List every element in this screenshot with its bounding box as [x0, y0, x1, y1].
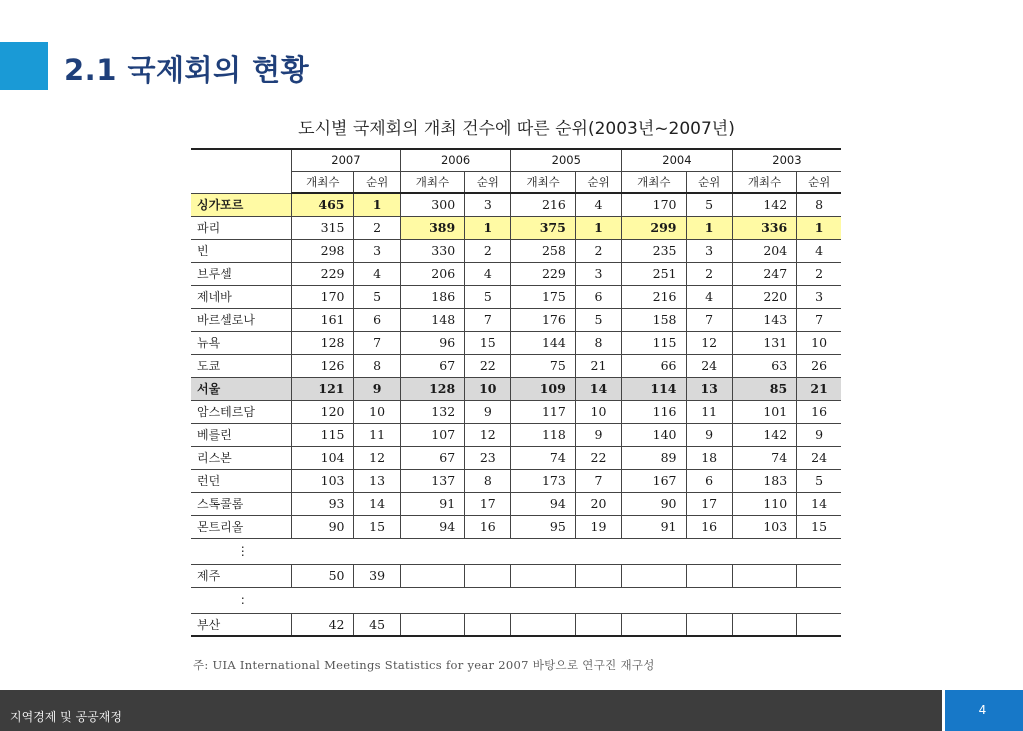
count-cell: 67: [400, 354, 464, 377]
count-cell: 315: [292, 216, 354, 239]
empty-cell: [622, 587, 686, 613]
table-row: [191, 515, 841, 538]
city-name: 스톡콜롬: [191, 492, 292, 515]
empty-cell: [511, 564, 575, 587]
rank-cell: 5: [575, 308, 621, 331]
count-cell: 299: [622, 216, 686, 239]
rank-cell: 17: [686, 492, 732, 515]
table-row: [191, 262, 841, 285]
rank-cell: 16: [686, 515, 732, 538]
source-note: 주: UIA International Meetings Statistics for year 2007 바탕으로 연구진 재구성: [193, 658, 655, 672]
rank-header: 순위: [465, 171, 511, 193]
rank-cell: 24: [686, 354, 732, 377]
count-cell: 93: [292, 492, 354, 515]
rank-cell: 1: [465, 216, 511, 239]
rank-cell: 10: [575, 400, 621, 423]
count-cell: 110: [732, 492, 796, 515]
count-cell: 170: [292, 285, 354, 308]
city-name: 싱가포르: [191, 193, 292, 216]
rank-cell: 21: [797, 377, 841, 400]
count-cell: 175: [511, 285, 575, 308]
count-cell: 67: [400, 446, 464, 469]
count-cell: 91: [400, 492, 464, 515]
empty-cell: [686, 587, 732, 613]
count-cell: 118: [511, 423, 575, 446]
empty-cell: [686, 564, 732, 587]
count-cell: 42: [292, 613, 354, 636]
rank-cell: 14: [797, 492, 841, 515]
count-cell: 465: [292, 193, 354, 216]
table-row: [191, 285, 841, 308]
rank-cell: 26: [797, 354, 841, 377]
footer-text: 지역경제 및 공공재정: [10, 710, 122, 724]
count-cell: 216: [622, 285, 686, 308]
count-cell: 132: [400, 400, 464, 423]
page-number: 4: [978, 703, 987, 717]
slide-title: 2.1 국제회의 현황: [64, 53, 310, 87]
rank-cell: 13: [354, 469, 400, 492]
count-cell: 50: [292, 564, 354, 587]
rank-cell: 6: [354, 308, 400, 331]
rank-header: 순위: [354, 171, 400, 193]
rank-cell: 12: [354, 446, 400, 469]
count-cell: 186: [400, 285, 464, 308]
empty-cell: [622, 538, 686, 564]
rank-cell: 22: [575, 446, 621, 469]
table-row: [191, 193, 841, 216]
empty-cell: [575, 564, 621, 587]
count-cell: 330: [400, 239, 464, 262]
count-header: 개최수: [732, 171, 796, 193]
count-cell: 375: [511, 216, 575, 239]
count-cell: 116: [622, 400, 686, 423]
empty-cell: [400, 587, 464, 613]
table-row: [191, 377, 841, 400]
rank-cell: 8: [354, 354, 400, 377]
table-row-busan: [191, 613, 841, 636]
count-cell: 300: [400, 193, 464, 216]
count-header: 개최수: [292, 171, 354, 193]
empty-cell: [686, 613, 732, 636]
table-row: [191, 331, 841, 354]
empty-cell: [400, 564, 464, 587]
empty-cell: [732, 564, 796, 587]
count-cell: 101: [732, 400, 796, 423]
table-row: [191, 354, 841, 377]
rank-cell: 15: [354, 515, 400, 538]
title-accent-bar: [0, 42, 48, 90]
rank-cell: 2: [797, 262, 841, 285]
city-name: 바르셀로나: [191, 308, 292, 331]
rank-cell: 4: [797, 239, 841, 262]
rank-cell: 7: [465, 308, 511, 331]
table-row: [191, 492, 841, 515]
city-name: 빈: [191, 239, 292, 262]
count-cell: 143: [732, 308, 796, 331]
count-cell: 247: [732, 262, 796, 285]
year-header-row: [191, 149, 841, 171]
count-cell: 120: [292, 400, 354, 423]
count-cell: 229: [292, 262, 354, 285]
empty-cell: [797, 538, 841, 564]
rank-cell: 8: [575, 331, 621, 354]
rank-header: 순위: [575, 171, 621, 193]
rank-cell: 22: [465, 354, 511, 377]
footer-bar: [0, 690, 1023, 731]
rank-cell: 5: [797, 469, 841, 492]
rank-cell: 3: [465, 193, 511, 216]
rank-cell: 18: [686, 446, 732, 469]
rank-cell: 14: [354, 492, 400, 515]
empty-cell: [797, 564, 841, 587]
count-cell: 74: [511, 446, 575, 469]
city-name: 서울: [191, 377, 292, 400]
empty-cell: [622, 613, 686, 636]
count-cell: 170: [622, 193, 686, 216]
empty-cell: [797, 587, 841, 613]
count-cell: 90: [622, 492, 686, 515]
count-cell: 103: [292, 469, 354, 492]
rank-cell: 11: [686, 400, 732, 423]
rank-cell: 9: [686, 423, 732, 446]
city-name: 암스테르담: [191, 400, 292, 423]
header-corner: [191, 149, 292, 193]
empty-cell: [732, 538, 796, 564]
city-name: 도쿄: [191, 354, 292, 377]
year-header: 2005: [511, 149, 622, 171]
empty-cell: [400, 538, 464, 564]
count-cell: 251: [622, 262, 686, 285]
count-header: 개최수: [622, 171, 686, 193]
rank-cell: 2: [686, 262, 732, 285]
rank-cell: 6: [575, 285, 621, 308]
city-name: 부산: [191, 613, 292, 636]
year-header: 2007: [292, 149, 401, 171]
empty-cell: [511, 538, 575, 564]
count-cell: 158: [622, 308, 686, 331]
empty-cell: [797, 613, 841, 636]
empty-cell: [465, 564, 511, 587]
rank-cell: 1: [797, 216, 841, 239]
rank-cell: 45: [354, 613, 400, 636]
count-cell: 66: [622, 354, 686, 377]
count-cell: 235: [622, 239, 686, 262]
empty-cell: [511, 613, 575, 636]
rank-cell: 23: [465, 446, 511, 469]
count-cell: 128: [292, 331, 354, 354]
rank-cell: 13: [686, 377, 732, 400]
rank-cell: 1: [686, 216, 732, 239]
count-cell: 126: [292, 354, 354, 377]
count-cell: 114: [622, 377, 686, 400]
table-row: [191, 446, 841, 469]
rank-cell: 5: [686, 193, 732, 216]
count-cell: 104: [292, 446, 354, 469]
rank-header: 순위: [797, 171, 841, 193]
rank-cell: 7: [354, 331, 400, 354]
rank-cell: 21: [575, 354, 621, 377]
rank-cell: 9: [354, 377, 400, 400]
count-cell: 144: [511, 331, 575, 354]
rank-cell: 16: [465, 515, 511, 538]
count-cell: 142: [732, 423, 796, 446]
year-header: 2004: [622, 149, 733, 171]
empty-cell: [575, 613, 621, 636]
empty-cell: [732, 613, 796, 636]
rank-cell: 16: [797, 400, 841, 423]
empty-cell: [686, 538, 732, 564]
count-cell: 258: [511, 239, 575, 262]
rank-cell: 3: [575, 262, 621, 285]
count-cell: 167: [622, 469, 686, 492]
rank-cell: 15: [797, 515, 841, 538]
count-cell: 63: [732, 354, 796, 377]
city-name: 브루셀: [191, 262, 292, 285]
rank-cell: 8: [797, 193, 841, 216]
meetings-ranking-table: [191, 148, 841, 637]
city-name: 베를린: [191, 423, 292, 446]
table-row: [191, 423, 841, 446]
rank-cell: 20: [575, 492, 621, 515]
rank-cell: 1: [575, 216, 621, 239]
count-cell: 107: [400, 423, 464, 446]
rank-cell: 5: [354, 285, 400, 308]
rank-cell: [354, 587, 400, 613]
table-caption: 도시별 국제회의 개최 건수에 따른 순위(2003년~2007년): [298, 119, 735, 139]
table-row: [191, 308, 841, 331]
count-cell: 121: [292, 377, 354, 400]
count-cell: 220: [732, 285, 796, 308]
city-name: 런던: [191, 469, 292, 492]
count-cell: [292, 538, 354, 564]
count-cell: 161: [292, 308, 354, 331]
count-header: 개최수: [400, 171, 464, 193]
count-cell: 94: [511, 492, 575, 515]
empty-cell: [732, 587, 796, 613]
count-cell: 109: [511, 377, 575, 400]
rank-cell: 8: [465, 469, 511, 492]
empty-cell: [400, 613, 464, 636]
empty-cell: [465, 587, 511, 613]
rank-cell: 4: [575, 193, 621, 216]
rank-cell: 15: [465, 331, 511, 354]
rank-cell: 19: [575, 515, 621, 538]
count-cell: 140: [622, 423, 686, 446]
ellipsis-row: [191, 587, 841, 613]
count-cell: 95: [511, 515, 575, 538]
count-cell: 91: [622, 515, 686, 538]
count-cell: 336: [732, 216, 796, 239]
rank-cell: 6: [686, 469, 732, 492]
rank-cell: 9: [575, 423, 621, 446]
rank-cell: 3: [686, 239, 732, 262]
rank-cell: 7: [797, 308, 841, 331]
rank-cell: 2: [465, 239, 511, 262]
count-cell: 173: [511, 469, 575, 492]
empty-cell: [575, 587, 621, 613]
count-cell: 128: [400, 377, 464, 400]
count-cell: 206: [400, 262, 464, 285]
count-cell: 103: [732, 515, 796, 538]
ellipsis: :: [191, 587, 292, 613]
city-name: 리스본: [191, 446, 292, 469]
city-name: 뉴욕: [191, 331, 292, 354]
rank-cell: 17: [465, 492, 511, 515]
count-cell: 74: [732, 446, 796, 469]
count-cell: 89: [622, 446, 686, 469]
rank-cell: 9: [465, 400, 511, 423]
year-header: 2003: [732, 149, 841, 171]
table-row: [191, 400, 841, 423]
empty-cell: [465, 613, 511, 636]
table-row: [191, 239, 841, 262]
count-cell: 75: [511, 354, 575, 377]
empty-cell: [465, 538, 511, 564]
rank-cell: 11: [354, 423, 400, 446]
count-cell: 204: [732, 239, 796, 262]
count-cell: 94: [400, 515, 464, 538]
city-name: 파리: [191, 216, 292, 239]
table-row: [191, 216, 841, 239]
table-row-jeju: [191, 564, 841, 587]
count-cell: 96: [400, 331, 464, 354]
count-cell: 115: [292, 423, 354, 446]
count-header: 개최수: [511, 171, 575, 193]
rank-cell: 39: [354, 564, 400, 587]
count-cell: 176: [511, 308, 575, 331]
count-cell: 115: [622, 331, 686, 354]
rank-cell: 14: [575, 377, 621, 400]
rank-cell: 2: [575, 239, 621, 262]
ellipsis-row: [191, 538, 841, 564]
rank-cell: 24: [797, 446, 841, 469]
count-cell: 298: [292, 239, 354, 262]
city-name: 제주: [191, 564, 292, 587]
rank-cell: 3: [354, 239, 400, 262]
rank-cell: 4: [465, 262, 511, 285]
rank-cell: 3: [797, 285, 841, 308]
count-cell: 142: [732, 193, 796, 216]
rank-cell: 4: [686, 285, 732, 308]
empty-cell: [622, 564, 686, 587]
rank-cell: 10: [797, 331, 841, 354]
count-cell: [292, 587, 354, 613]
count-cell: 90: [292, 515, 354, 538]
city-name: 몬트리올: [191, 515, 292, 538]
count-cell: 137: [400, 469, 464, 492]
rank-cell: 10: [465, 377, 511, 400]
ellipsis: ⋮: [191, 538, 292, 564]
year-header: 2006: [400, 149, 511, 171]
city-name: 제네바: [191, 285, 292, 308]
count-cell: 229: [511, 262, 575, 285]
empty-cell: [575, 538, 621, 564]
rank-cell: 1: [354, 193, 400, 216]
empty-cell: [511, 587, 575, 613]
count-cell: 117: [511, 400, 575, 423]
rank-header: 순위: [686, 171, 732, 193]
rank-cell: 2: [354, 216, 400, 239]
count-cell: 148: [400, 308, 464, 331]
count-cell: 216: [511, 193, 575, 216]
rank-cell: 7: [686, 308, 732, 331]
rank-cell: 4: [354, 262, 400, 285]
count-cell: 183: [732, 469, 796, 492]
count-cell: 389: [400, 216, 464, 239]
rank-cell: 9: [797, 423, 841, 446]
count-cell: 131: [732, 331, 796, 354]
rank-cell: 5: [465, 285, 511, 308]
table-row: [191, 469, 841, 492]
count-cell: 85: [732, 377, 796, 400]
rank-cell: 12: [686, 331, 732, 354]
rank-cell: 12: [465, 423, 511, 446]
rank-cell: 10: [354, 400, 400, 423]
rank-cell: [354, 538, 400, 564]
rank-cell: 7: [575, 469, 621, 492]
